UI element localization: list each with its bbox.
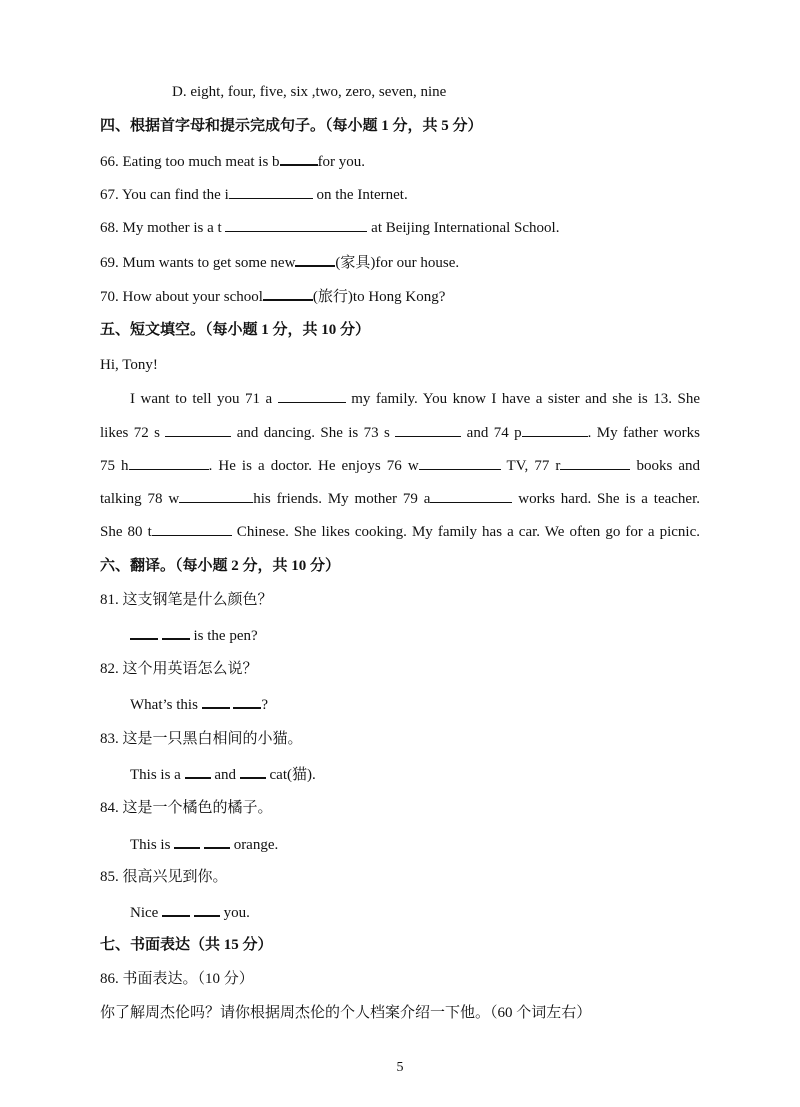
answer-blank[interactable] (152, 521, 232, 536)
question-67 (100, 184, 408, 205)
answer-blank[interactable] (278, 388, 346, 403)
passage-text: 75 h (100, 458, 129, 474)
passage-line-4 (100, 488, 700, 509)
answer-blank[interactable] (430, 488, 512, 503)
question-text: This is (130, 837, 175, 853)
letter-greeting: Hi, Tony! (100, 357, 158, 373)
answer-blank[interactable] (280, 150, 318, 166)
passage-text: works hard. She is a teacher. (512, 491, 701, 507)
answer-blank[interactable] (229, 184, 313, 199)
page-number: 5 (396, 1060, 404, 1075)
answer-blank[interactable] (263, 285, 313, 301)
question-text: Nice (130, 905, 163, 921)
answer-blank[interactable] (202, 693, 230, 709)
passage-line-3 (100, 455, 700, 476)
answer-blank[interactable] (395, 422, 461, 437)
answer-blank[interactable] (560, 455, 630, 470)
passage-text: Chinese. She likes cooking. My family has a car. We often go for a picnic. (231, 524, 700, 540)
answer-blank[interactable] (162, 901, 190, 917)
question-85-chinese: 85. 很高兴见到你。 (100, 869, 228, 885)
question-81-chinese: 81. 这支钢笔是什么颜色？ (100, 592, 273, 608)
section-4-heading: 四、根据首字母和提示完成句子。（每小题 1 分，共 5 分） (100, 118, 483, 134)
option-d: D. eight, four, five, six ,two, zero, seven, nine (172, 84, 447, 100)
passage-text: and 74 p (461, 425, 522, 441)
answer-blank[interactable] (165, 422, 231, 437)
answer-blank[interactable] (129, 455, 209, 470)
question-82-english (130, 693, 268, 715)
writing-prompt: 你了解周杰伦吗？请你根据周杰伦的个人档案介绍一下他。（60 个词左右） (100, 1005, 592, 1021)
section-6-heading: 六、翻译。（每小题 2 分，共 10 分） (100, 558, 341, 574)
question-68 (100, 217, 559, 238)
question-85-english (130, 901, 250, 923)
passage-text: his friends. My mother 79 a (253, 491, 431, 507)
question-83-english (130, 763, 316, 785)
answer-blank[interactable] (194, 901, 220, 917)
passage-line-2 (100, 422, 700, 443)
passage-text: and dancing. She is 73 s (231, 425, 396, 441)
question-text: at Beijing International School. (367, 220, 560, 236)
question-84-english (130, 833, 278, 855)
answer-blank[interactable] (162, 624, 190, 640)
passage-text: She 80 t (100, 524, 152, 540)
question-text: (家具)for our house. (335, 255, 460, 271)
question-text: 68. My mother is a t (100, 220, 226, 236)
answer-blank[interactable] (204, 833, 230, 849)
question-83-chinese: 83. 这是一只黑白相间的小猫。 (100, 731, 303, 747)
question-text: (旅行)to Hong Kong? (312, 289, 446, 305)
question-82-chinese: 82. 这个用英语怎么说？ (100, 661, 258, 677)
answer-blank[interactable] (419, 455, 501, 470)
answer-blank[interactable] (233, 693, 261, 709)
question-text: ? (261, 697, 269, 713)
question-text: 70. How about your school (100, 289, 263, 305)
answer-blank[interactable] (240, 763, 266, 779)
question-text: is the pen? (189, 628, 258, 644)
passage-text: I want to tell you 71 a (130, 391, 278, 407)
answer-blank[interactable] (174, 833, 200, 849)
question-66 (100, 150, 365, 172)
answer-blank[interactable] (295, 251, 335, 267)
passage-text: books and (630, 458, 701, 474)
passage-line-1 (130, 388, 700, 409)
question-text: cat(猫). (265, 767, 316, 783)
question-70 (100, 285, 445, 307)
passage-text: likes 72 s (100, 425, 166, 441)
question-69 (100, 251, 459, 273)
question-text: orange. (229, 837, 279, 853)
passage-text: my family. You know I have a sister and she is 13. She (345, 391, 701, 407)
section-5-heading: 五、短文填空。（每小题 1 分，共 10 分） (100, 322, 371, 338)
question-text: and (210, 767, 240, 783)
answer-blank[interactable] (179, 488, 253, 503)
passage-text: . My father works (587, 425, 700, 441)
question-text: 66. Eating too much meat is b (100, 154, 280, 170)
question-text: 67. You can find the i (100, 187, 229, 203)
question-text: for you. (317, 154, 366, 170)
section-7-heading: 七、书面表达（共 15 分） (100, 937, 273, 953)
question-text: on the Internet. (312, 187, 408, 203)
question-84-chinese: 84. 这是一个橘色的橘子。 (100, 800, 273, 816)
answer-blank[interactable] (225, 217, 367, 232)
passage-line-5 (100, 521, 700, 542)
question-text: 69. Mum wants to get some new (100, 255, 296, 271)
question-text: you. (219, 905, 250, 921)
question-81-english (130, 624, 258, 646)
question-text: What’s this (130, 697, 202, 713)
answer-blank[interactable] (130, 624, 158, 640)
question-86: 86. 书面表达。（10 分） (100, 971, 254, 987)
answer-blank[interactable] (185, 763, 211, 779)
answer-blank[interactable] (522, 422, 588, 437)
passage-text: . He is a doctor. He enjoys 76 w (208, 458, 419, 474)
passage-text: TV, 77 r (500, 458, 561, 474)
question-text: This is a (130, 767, 185, 783)
passage-text: talking 78 w (100, 491, 180, 507)
